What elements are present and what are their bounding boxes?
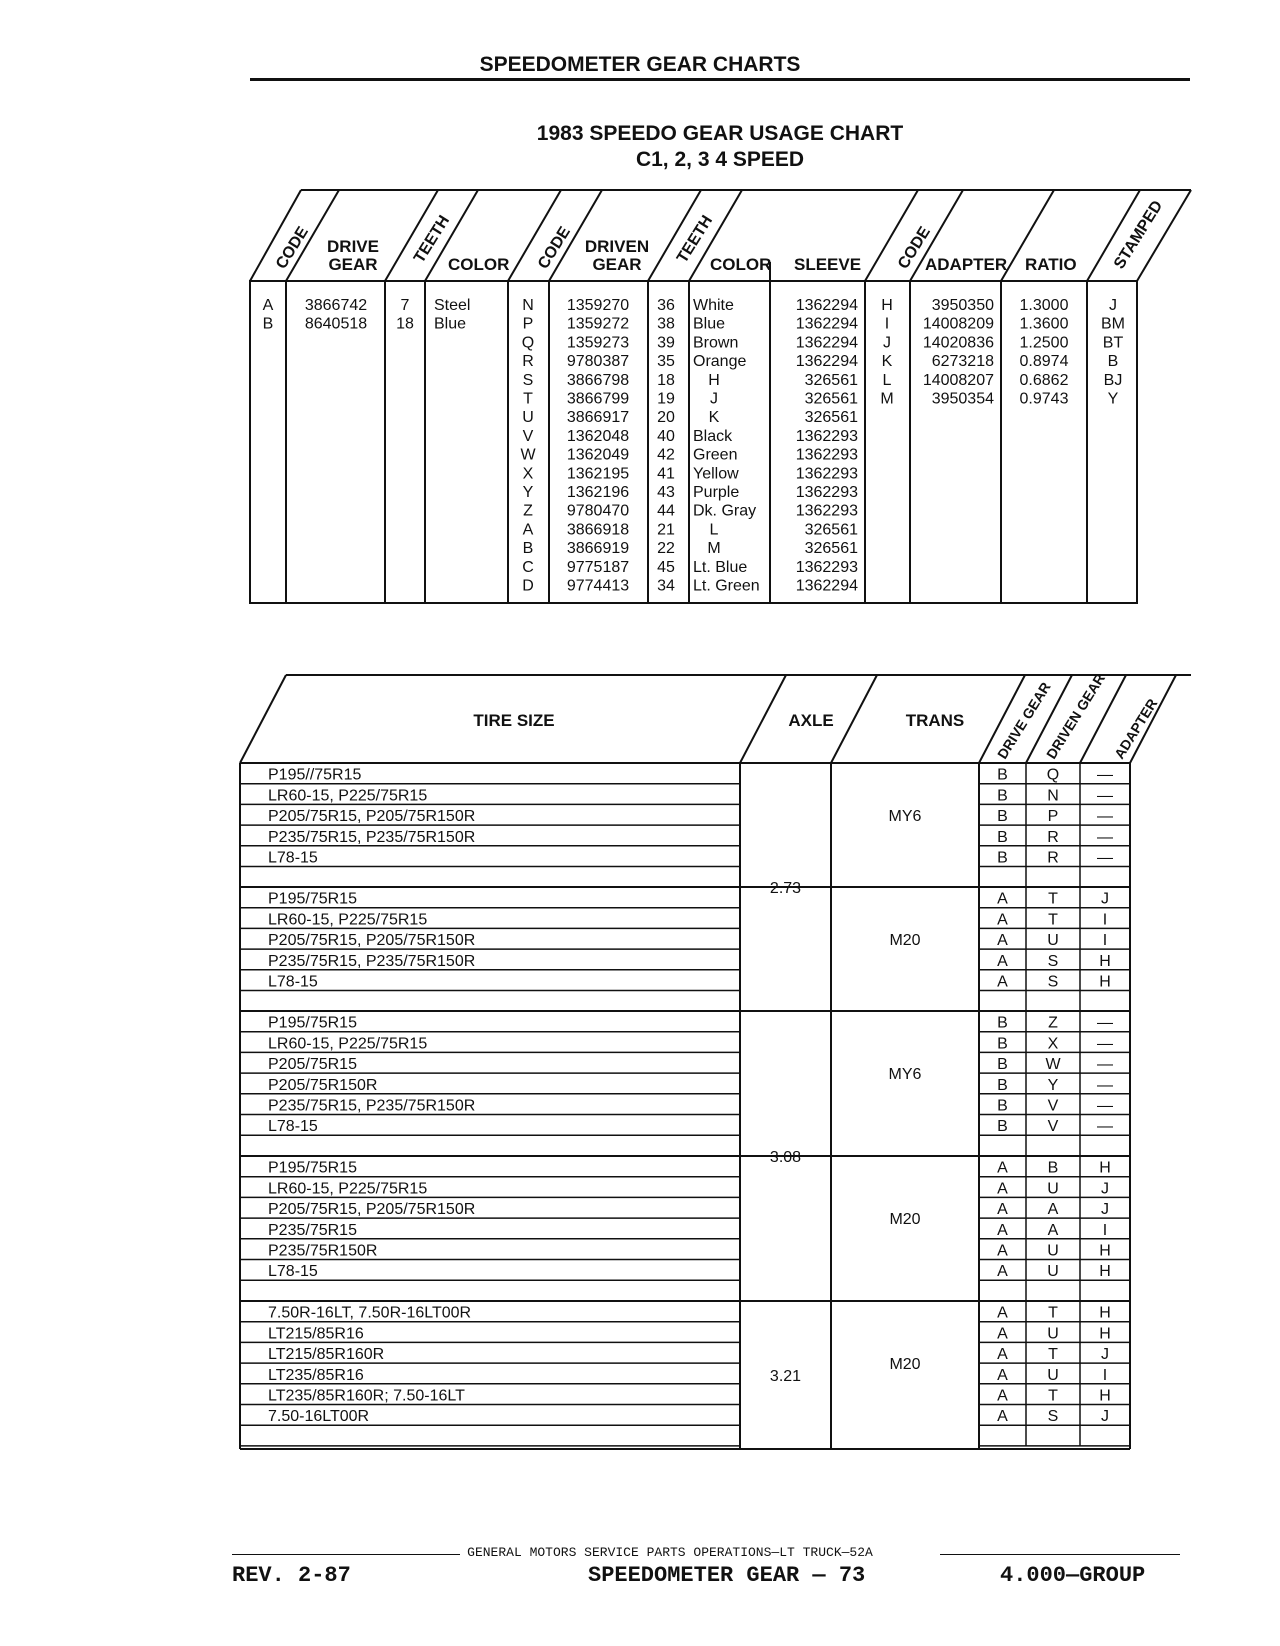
sleeve-cell: 1362294 [795,577,858,595]
adapter-cell: I [1102,1366,1108,1384]
drive-gear-cell: B [997,787,1008,805]
drive-gear-cell: A [997,1325,1008,1343]
footer-service-line: GENERAL MOTORS SERVICE PARTS OPERATIONS—LT TRUCK—52A [467,1545,873,1560]
hdr-sleeve: SLEEVE [794,255,862,274]
stamped-cell: BT [1102,334,1124,352]
driven-teeth-cell: 39 [657,334,675,352]
driven-code-cell: D [522,577,534,595]
adapter-cell: — [1097,1035,1113,1053]
driven-code-cell: S [522,371,534,389]
sleeve-cell: 326561 [804,521,858,539]
footer-page-title: SPEEDOMETER GEAR — 73 [588,1563,866,1588]
tire-size-cell: L78-15 [268,1118,318,1136]
driven-teeth-cell: 36 [657,297,675,314]
driven-gear-cell: U [1047,1180,1059,1198]
adapter-cell: I [1102,932,1108,950]
adapter-cell: H [1099,973,1111,991]
ratio-cell: 0.9743 [1019,390,1069,408]
drive-code-cell: B [262,315,274,333]
sleeve-cell: 1362294 [795,297,858,314]
driven-code-cell: C [522,558,534,576]
driven-gear-cell: T [1048,890,1058,908]
driven-gear-cell: 3866919 [566,540,630,558]
driven-gear-cell: X [1047,1035,1059,1053]
tire-size-cell: P195//75R15 [268,766,362,784]
tire-size-cell: P205/75R15, P205/75R150R [268,808,476,826]
drive-gear-cell: B [997,1118,1008,1136]
driven-code-cell: Y [522,484,534,501]
adapter-cell: J [1101,1408,1109,1426]
driven-gear-cell: T [1048,911,1058,929]
adapter-cell: H [1099,1159,1111,1177]
driven-gear-cell: T [1048,1387,1058,1405]
adapter-part-cell: 14008209 [922,315,994,333]
adapter-code-cell: H [881,297,893,314]
adapter-code-cell: K [881,353,893,371]
driven-gear-cell: 1362049 [566,446,630,464]
drive-gear-cell: A [997,1180,1008,1198]
tire-size-cell: P205/75R15 [268,1056,357,1074]
adapter-part-cell: 6273218 [931,353,994,371]
hdr-teeth-1: TEETH [410,212,454,267]
adapter-cell: H [1099,1387,1111,1405]
driven-code-cell: Z [523,502,533,520]
hdr-tire-size: TIRE SIZE [473,711,555,730]
adapter-cell: J [1101,1180,1109,1198]
driven-gear-cell: T [1048,1304,1058,1322]
driven-gear-cell: U [1047,1325,1059,1343]
tire-size-cell: LT215/85R16 [268,1325,364,1343]
adapter-cell: — [1097,849,1113,867]
trans-cell: MY6 [888,1066,922,1084]
hdr-drive-gear-2: GEAR [328,255,378,274]
drive-gear-cell: B [997,1014,1008,1032]
adapter-cell: I [1102,1221,1108,1239]
driven-teeth-cell: 40 [657,427,675,445]
adapter-cell: — [1097,1118,1113,1136]
sleeve-cell: 326561 [804,390,858,408]
hdr-trans: TRANS [905,711,965,730]
driven-color-cell: M [707,540,721,558]
drive-gear-cell: B [997,1097,1008,1115]
drive-gear-cell: A [997,1159,1008,1177]
driven-code-cell: N [522,297,534,314]
driven-gear-cell: S [1047,952,1059,970]
adapter-cell: I [1102,911,1108,929]
driven-color-cell: Blue [693,315,726,333]
hdr-ratio: RATIO [1025,255,1077,274]
driven-teeth-cell: 34 [657,577,675,595]
adapter-part-cell: 14020836 [922,334,994,352]
hdr-stamped: STAMPED [1110,197,1167,273]
ratio-cell: 0.8974 [1019,353,1069,371]
driven-gear-cell: A [1047,1221,1059,1239]
stamped-cell: Y [1107,390,1119,408]
stamped-cell: B [1107,353,1119,371]
sleeve-cell: 1362293 [795,427,858,445]
tire-size-cell: P235/75R15, P235/75R150R [268,952,476,970]
driven-teeth-cell: 45 [657,558,675,576]
driven-gear-cell: 1362195 [566,465,630,483]
tire-size-cell: P205/75R15, P205/75R150R [268,932,476,950]
drive-gear-cell: A [997,1387,1008,1405]
driven-gear-cell: Q [1046,766,1060,784]
driven-code-cell: B [522,540,534,558]
driven-color-cell: Dk. Gray [693,502,757,520]
adapter-cell: H [1099,952,1111,970]
ratio-cell: 1.3000 [1019,297,1069,314]
adapter-cell: — [1097,766,1113,784]
adapter-cell: — [1097,1056,1113,1074]
adapter-cell: — [1097,808,1113,826]
driven-gear-cell: U [1047,1242,1059,1260]
driven-code-cell: X [522,465,534,483]
adapter-cell: — [1097,1076,1113,1094]
drive-gear-cell: B [997,849,1008,867]
driven-teeth-cell: 21 [657,521,675,539]
drive-gear-cell: A [997,1304,1008,1322]
driven-gear-cell: 3866799 [566,390,630,408]
driven-code-cell: T [523,390,533,408]
driven-code-cell: R [522,353,534,371]
hdr-adapter: ADAPTER [925,255,1008,274]
sleeve-cell: 326561 [804,371,858,389]
drive-gear-cell: A [997,952,1008,970]
tire-size-cell: LR60-15, P225/75R15 [268,911,428,929]
driven-gear-cell: N [1047,787,1059,805]
driven-gear-cell: U [1047,1263,1059,1281]
axle-cell: 3.21 [769,1368,802,1385]
tire-size-cell: P235/75R15 [268,1221,357,1239]
driven-teeth-cell: 44 [657,502,675,520]
adapter-code-cell: I [884,315,890,333]
driven-code-cell: V [522,427,534,445]
driven-gear-cell: 9774413 [566,577,630,595]
tire-size-cell: P195/75R15 [268,1159,357,1177]
driven-gear-cell: 1359270 [566,297,630,314]
driven-teeth-cell: 22 [657,540,675,558]
driven-teeth-cell: 42 [657,446,675,464]
sleeve-cell: 1362293 [795,484,858,501]
drive-gear-cell: A [997,1201,1008,1219]
drive-teeth-cell: 18 [396,315,414,333]
page-header-title: SPEEDOMETER GEAR CHARTS [479,53,801,76]
driven-teeth-cell: 38 [657,315,675,333]
drive-gear-cell: A [997,1242,1008,1260]
stamped-cell: J [1109,297,1117,314]
sleeve-cell: 1362293 [795,446,858,464]
driven-gear-cell: 1362196 [566,484,630,501]
axle-cell: 3.08 [769,1149,802,1166]
sleeve-cell: 1362294 [795,315,858,333]
driven-color-cell: Yellow [693,465,739,483]
driven-gear-cell: V [1047,1118,1059,1136]
hdr-driven-gear-1: DRIVEN [584,237,650,256]
drive-gear-cell: A [997,973,1008,991]
driven-gear-cell: 3866917 [566,409,630,427]
ratio-cell: 0.6862 [1019,371,1069,389]
driven-gear-cell: 9775187 [566,558,630,576]
sleeve-cell: 326561 [804,540,858,558]
adapter-code-cell: L [882,371,892,389]
drive-gear-cell: A [997,1221,1008,1239]
footer-revision: REV. 2-87 [232,1563,351,1588]
adapter-code-cell: J [883,334,891,352]
ratio-cell: 1.3600 [1019,315,1069,333]
adapter-cell: H [1099,1263,1111,1281]
tire-size-cell: L78-15 [268,973,318,991]
hdr-adapter-col: ADAPTER [1110,695,1161,762]
driven-gear-cell: B [1047,1159,1059,1177]
driven-teeth-cell: 41 [657,465,675,483]
drive-color-cell: Steel [434,297,471,314]
footer-group: 4.000—GROUP [1000,1563,1146,1588]
drive-gear-cell: A [997,932,1008,950]
adapter-part-cell: 3950354 [931,390,994,408]
tire-size-cell: LT235/85R160R; 7.50-16LT [268,1387,465,1405]
adapter-cell: — [1097,828,1113,846]
driven-gear-cell: U [1047,1366,1059,1384]
adapter-cell: H [1099,1325,1111,1343]
drive-gear-cell: 3866742 [304,297,368,314]
hdr-color-2: COLOR [710,255,772,274]
driven-code-cell: A [522,521,534,539]
tire-size-cell: 7.50-16LT00R [268,1408,370,1426]
hdr-code-3: CODE [894,223,934,273]
drive-gear-cell: B [997,1056,1008,1074]
drive-gear-cell: 8640518 [304,315,368,333]
driven-code-cell: Q [521,334,535,352]
tire-size-cell: P235/75R15, P235/75R150R [268,1097,476,1115]
driven-teeth-cell: 18 [657,371,675,389]
driven-gear-cell: 9780470 [566,502,630,520]
hdr-drive-gear-1: DRIVE [327,237,379,256]
driven-gear-cell: 1359272 [566,315,630,333]
drive-gear-cell: B [997,1076,1008,1094]
adapter-cell: — [1097,787,1113,805]
driven-color-cell: Orange [693,353,747,371]
tire-size-cell: 7.50R-16LT, 7.50R-16LT00R [268,1304,472,1322]
trans-cell: M20 [889,931,921,949]
sleeve-cell: 1362293 [795,465,858,483]
drive-gear-cell: B [997,828,1008,846]
trans-cell: M20 [889,1211,921,1229]
driven-color-cell: White [693,297,734,314]
driven-gear-cell: P [1047,808,1059,826]
hdr-color-1: COLOR [448,255,510,274]
drive-gear-cell: A [997,1366,1008,1384]
tire-size-cell: P195/75R15 [268,890,357,908]
usage-chart-subtitle: C1, 2, 3 4 SPEED [635,148,805,171]
tire-size-cell: LT215/85R160R [268,1346,385,1364]
driven-color-cell: Lt. Blue [693,558,748,576]
hdr-drive-gear: DRIVE GEAR [993,679,1054,762]
driven-code-cell: P [522,315,534,333]
ratio-cell: 1.2500 [1019,334,1069,352]
driven-teeth-cell: 20 [657,409,675,427]
drive-color-cell: Blue [434,315,467,333]
tire-size-cell: P195/75R15 [268,1014,357,1032]
tire-size-cell: P235/75R15, P235/75R150R [268,828,476,846]
adapter-cell: J [1101,1346,1109,1364]
driven-gear-cell: R [1047,849,1059,867]
driven-gear-cell: 3866798 [566,371,630,389]
tire-size-cell: L78-15 [268,849,318,867]
tire-size-cell: LR60-15, P225/75R15 [268,787,428,805]
sleeve-cell: 1362294 [795,334,858,352]
driven-color-cell: J [710,390,718,408]
tire-size-cell: LT235/85R16 [268,1366,364,1384]
drive-gear-cell: B [997,808,1008,826]
hdr-driven-gear-2: GEAR [592,255,642,274]
stamped-cell: BJ [1103,371,1123,389]
driven-gear-cell: 9780387 [566,353,630,371]
driven-color-cell: K [708,409,720,427]
stamped-cell: BM [1101,315,1125,333]
drive-gear-cell: A [997,1346,1008,1364]
driven-teeth-cell: 19 [657,390,675,408]
driven-color-cell: L [709,521,719,539]
driven-gear-cell: S [1047,1408,1059,1426]
hdr-code-2: CODE [534,223,574,273]
driven-color-cell: Black [693,427,733,445]
driven-gear-cell: V [1047,1097,1059,1115]
hdr-code-1: CODE [272,223,312,273]
trans-cell: M20 [889,1356,921,1374]
drive-gear-cell: A [997,890,1008,908]
hdr-teeth-2: TEETH [673,212,717,267]
drive-teeth-cell: 7 [400,297,410,314]
drive-code-cell: A [262,297,274,314]
driven-color-cell: H [708,371,720,389]
driven-code-cell: U [522,409,534,427]
driven-gear-cell: A [1047,1201,1059,1219]
driven-color-cell: Brown [693,334,739,352]
adapter-code-cell: M [880,390,894,408]
tire-size-cell: L78-15 [268,1263,318,1281]
drive-gear-cell: B [997,766,1008,784]
tire-size-cell: P235/75R150R [268,1242,378,1260]
footer-rule-left [232,1554,460,1555]
driven-gear-cell: U [1047,932,1059,950]
driven-gear-cell: 3866918 [566,521,630,539]
driven-gear-cell: 1362048 [566,427,630,445]
driven-teeth-cell: 43 [657,484,675,501]
trans-cell: MY6 [888,807,922,825]
tire-size-cell: LR60-15, P225/75R15 [268,1035,428,1053]
driven-teeth-cell: 35 [657,353,675,371]
sleeve-cell: 326561 [804,409,858,427]
adapter-cell: J [1101,1201,1109,1219]
driven-color-cell: Purple [693,484,740,501]
axle-cell: 2.73 [769,880,802,897]
hdr-driven-gear: DRIVEN GEAR [1042,670,1109,762]
tire-size-cell: LR60-15, P225/75R15 [268,1180,428,1198]
adapter-cell: — [1097,1014,1113,1032]
tire-size-cell: P205/75R150R [268,1076,378,1094]
drive-gear-cell: A [997,911,1008,929]
adapter-cell: J [1101,890,1109,908]
adapter-part-cell: 3950350 [931,297,994,314]
driven-color-cell: Lt. Green [693,577,760,595]
drive-gear-cell: A [997,1408,1008,1426]
driven-gear-cell: Y [1047,1076,1059,1094]
adapter-cell: — [1097,1097,1113,1115]
tire-size-cell: P205/75R15, P205/75R150R [268,1201,476,1219]
sleeve-cell: 1362294 [795,353,858,371]
driven-gear-cell: Z [1048,1014,1058,1032]
driven-gear-cell: S [1047,973,1059,991]
driven-color-cell: Green [693,446,738,464]
sleeve-cell: 1362293 [795,502,858,520]
driven-gear-cell: R [1047,828,1059,846]
driven-code-cell: W [520,446,536,464]
adapter-part-cell: 14008207 [922,371,994,389]
drive-gear-cell: B [997,1035,1008,1053]
sleeve-cell: 1362293 [795,558,858,576]
hdr-axle: AXLE [788,711,834,730]
footer-rule-right [940,1554,1180,1555]
adapter-cell: H [1099,1304,1111,1322]
driven-gear-cell: T [1048,1346,1058,1364]
driven-gear-cell: 1359273 [566,334,630,352]
drive-gear-cell: A [997,1263,1008,1281]
driven-gear-cell: W [1045,1056,1061,1074]
usage-chart-title: 1983 SPEEDO GEAR USAGE CHART [536,122,904,145]
adapter-cell: H [1099,1242,1111,1260]
